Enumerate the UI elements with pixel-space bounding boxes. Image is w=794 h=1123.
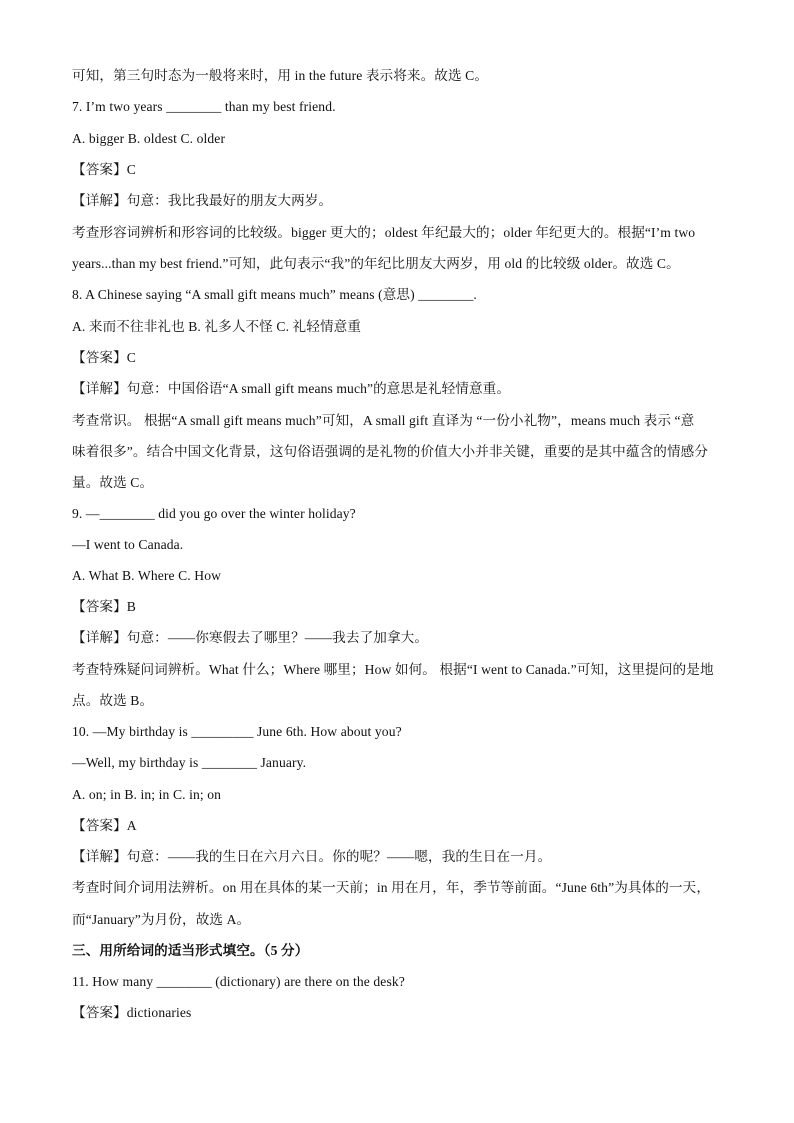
text-line: years...than my best friend.”可知，此句表示“我”的年纪比朋友大两岁，用 old 的比较级 older。故选 C。: [72, 256, 680, 271]
text-line: 量。故选 C。: [72, 475, 154, 490]
question-11: 11. How many ________ (dictionary) are there on the desk?: [72, 974, 405, 989]
explanation-8: 【详解】句意：中国俗语“A small gift means much”的意思是礼轻情意重。: [72, 381, 511, 396]
answer-9: 【答案】B: [72, 599, 136, 614]
explanation-7: 【详解】句意：我比我最好的朋友大两岁。: [72, 193, 333, 208]
options-7: A. bigger B. oldest C. older: [72, 131, 226, 146]
text-line: 点。故选 B。: [72, 693, 154, 708]
question-8: 8. A Chinese saying “A small gift means much” means (意思) ________.: [72, 287, 477, 302]
question-9: 9. —________ did you go over the winter holiday?: [72, 506, 356, 521]
answer-8: 【答案】C: [72, 350, 136, 365]
text-line: 味着很多”。结合中国文化背景，这句俗语强调的是礼物的价值大小并非关键，重要的是其中蕴含的情感分: [72, 444, 709, 459]
text-line: —Well, my birthday is ________ January.: [72, 755, 307, 770]
text-line: 考查形容词辨析和形容词的比较级。bigger 更大的；oldest 年纪最大的；older 年纪更大的。根据“I’m two: [72, 225, 696, 240]
answer-11: 【答案】dictionaries: [72, 1005, 192, 1020]
text-line: 而“January”为月份，故选 A。: [72, 912, 251, 927]
text-line: —I went to Canada.: [72, 537, 184, 552]
answer-10: 【答案】A: [72, 818, 137, 833]
explanation-9: 【详解】句意：——你寒假去了哪里？——我去了加拿大。: [72, 630, 429, 645]
options-10: A. on; in B. in; in C. in; on: [72, 787, 222, 802]
question-7: 7. I’m two years ________ than my best friend.: [72, 99, 336, 114]
options-8: A. 来而不往非礼也 B. 礼多人不怪 C. 礼轻情意重: [72, 319, 362, 334]
text-line: 考查时间介词用法辨析。on 用在具体的某一天前；in 用在月，年，季节等前面。“June 6th”为具体的一天，: [72, 880, 711, 895]
answer-7: 【答案】C: [72, 162, 136, 177]
explanation-10: 【详解】句意：——我的生日在六月六日。你的呢？——嗯，我的生日在一月。: [72, 849, 552, 864]
question-10: 10. —My birthday is _________ June 6th. How about you?: [72, 724, 402, 739]
text-line: 可知，第三句时态为一般将来时，用 in the future 表示将来。故选 C。: [72, 68, 489, 83]
section-heading: 三、用所给词的适当形式填空。（5 分）: [72, 943, 309, 958]
options-9: A. What B. Where C. How: [72, 568, 222, 583]
text-line: 考查特殊疑问词辨析。What 什么；Where 哪里；How 如何。 根据“I went to Canada.”可知，这里提问的是地: [72, 662, 714, 677]
text-line: 考查常识。 根据“A small gift means much”可知，A small gift 直译为 “一份小礼物”，means much 表示 “意: [72, 413, 695, 428]
